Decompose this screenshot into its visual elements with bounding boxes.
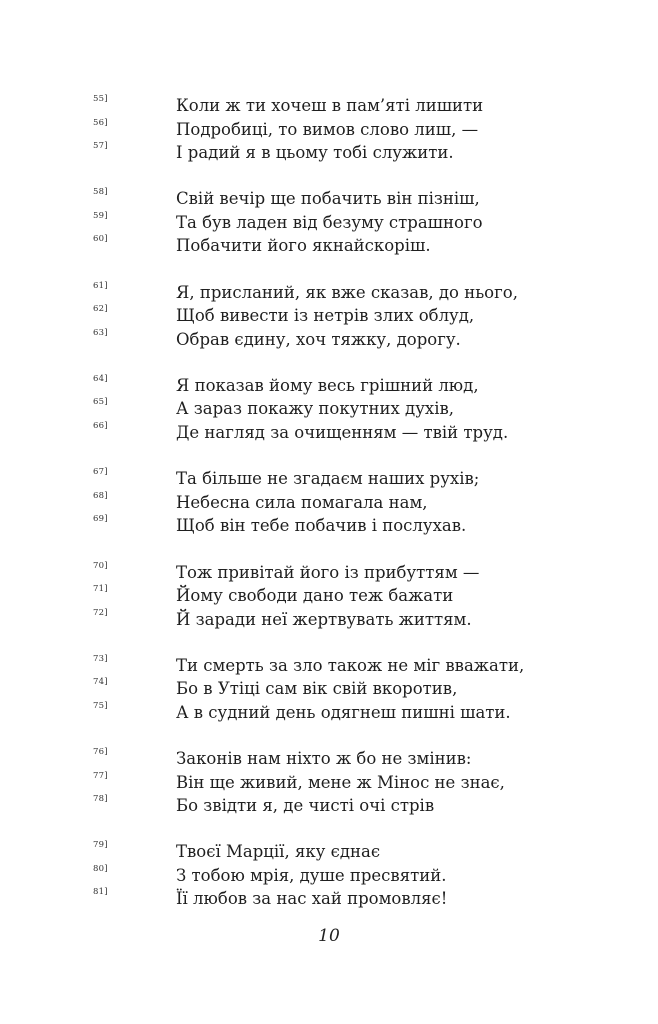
verse-text: Я, присланий, як вже сказав, до нього,	[176, 282, 518, 302]
verse-line	[0, 584, 658, 608]
stanza	[0, 281, 658, 352]
line-number: 78]	[93, 794, 108, 805]
stanza	[0, 654, 658, 725]
line-number: 79]	[93, 840, 108, 851]
verse-line	[0, 187, 658, 211]
line-number: 71]	[93, 584, 108, 594]
stanza	[0, 561, 658, 632]
verse-text: І радий я в цьому тобі служити.	[176, 143, 454, 162]
line-number: 72]	[93, 607, 108, 618]
verse-text: Щоб він тебе побачив і послухав.	[176, 516, 467, 536]
line-number: 81]	[93, 887, 108, 898]
line-number: 56]	[93, 117, 108, 128]
line-number: 73]	[93, 653, 108, 664]
verse-line	[0, 887, 658, 911]
verse-text: Небесна сила помагала нам,	[176, 492, 428, 512]
verse-text: А зараз покажу покутних духів,	[176, 399, 455, 419]
line-number: 58]	[93, 187, 108, 198]
verse-line	[0, 654, 658, 678]
verse-text: З тобою мрія, душе пресвятий.	[176, 865, 447, 885]
verse-line	[0, 491, 658, 515]
line-number: 64]	[93, 373, 108, 384]
verse-line	[0, 840, 658, 864]
verse-line	[0, 608, 658, 632]
line-number: 66]	[93, 420, 108, 431]
verse-line	[0, 234, 658, 258]
verse-line	[0, 514, 658, 538]
stanza	[0, 94, 658, 165]
verse-line	[0, 561, 658, 585]
verse-line	[0, 701, 658, 725]
line-number: 68]	[93, 490, 108, 501]
verse-line	[0, 467, 658, 491]
verse-line	[0, 118, 658, 142]
stanza	[0, 374, 658, 445]
verse-line	[0, 141, 658, 165]
verse-line	[0, 94, 658, 118]
verse-text: А в судний день одягнеш пишні шати.	[176, 702, 511, 722]
verse-text: Тож привітай його із прибуттям —	[176, 562, 480, 582]
line-number: 65]	[93, 397, 108, 408]
stanza	[0, 187, 658, 258]
line-number: 74]	[93, 677, 108, 688]
verse-line	[0, 747, 658, 771]
verse-line	[0, 677, 658, 701]
line-number: 70]	[93, 560, 108, 571]
verse-text: Свій вечір ще побачить він пізніш,	[176, 189, 480, 209]
verse-line	[0, 281, 658, 305]
verse-text: Твоєї Марції, яку єднає	[176, 842, 381, 862]
verse-text: Побачити його якнайскоріш.	[176, 236, 431, 256]
verse-text: Йому свободи дано теж бажати	[176, 586, 454, 605]
verse-line	[0, 374, 658, 398]
line-number: 57]	[93, 141, 108, 151]
verse-text: Він ще живий, мене ж Мінос не знає,	[176, 772, 505, 792]
stanza	[0, 840, 658, 911]
verse-text: Бо звідти я, де чисті очі стрів	[176, 796, 435, 816]
line-number: 75]	[93, 700, 108, 711]
verse-line	[0, 771, 658, 795]
verse-text: Та більше не згадаєм наших рухів;	[176, 469, 480, 489]
verse-text: Законів нам ніхто ж бо не змінив:	[176, 749, 472, 769]
line-number: 55]	[93, 94, 108, 104]
verse-line	[0, 304, 658, 328]
verse-line	[0, 328, 658, 352]
verse-line	[0, 794, 658, 818]
verse-line	[0, 211, 658, 235]
verse-text: Коли ж ти хочеш в пам’яті лишити	[176, 96, 484, 115]
line-number: 77]	[93, 770, 108, 781]
verse-text: Ти смерть за зло також не міг вважати,	[176, 655, 525, 675]
line-number: 59]	[93, 210, 108, 221]
verse-text: Й заради неї жертвувать життям.	[176, 609, 472, 629]
stanza	[0, 747, 658, 818]
verse-text: Та був ладен від безуму страшного	[176, 212, 483, 232]
verse-line	[0, 864, 658, 888]
line-number: 63]	[93, 327, 108, 338]
verse-text: Її любов за нас хай промовляє!	[176, 889, 448, 909]
line-number: 67]	[93, 467, 108, 478]
stanza	[0, 467, 658, 538]
verse-line	[0, 421, 658, 445]
line-number: 60]	[93, 234, 108, 245]
verse-text: Щоб вивести із нетрів злих облуд,	[176, 306, 475, 326]
line-number: 61]	[93, 280, 108, 291]
verse-text: Бо в Утіці сам вік свій вкоротив,	[176, 679, 458, 699]
verse-line	[0, 397, 658, 421]
line-number: 76]	[93, 747, 108, 758]
verse-text: Я показав йому весь грішний люд,	[176, 375, 479, 395]
line-number: 80]	[93, 863, 108, 874]
line-number: 69]	[93, 514, 108, 525]
verse-text: Обрав єдину, хоч тяжку, дорогу.	[176, 329, 461, 349]
page-number: 10	[318, 926, 340, 946]
verse-text: Де нагляд за очищенням — твій труд.	[176, 422, 509, 442]
line-number: 62]	[93, 304, 108, 315]
verse-text: Подробиці, то вимов слово лиш, —	[176, 119, 479, 139]
